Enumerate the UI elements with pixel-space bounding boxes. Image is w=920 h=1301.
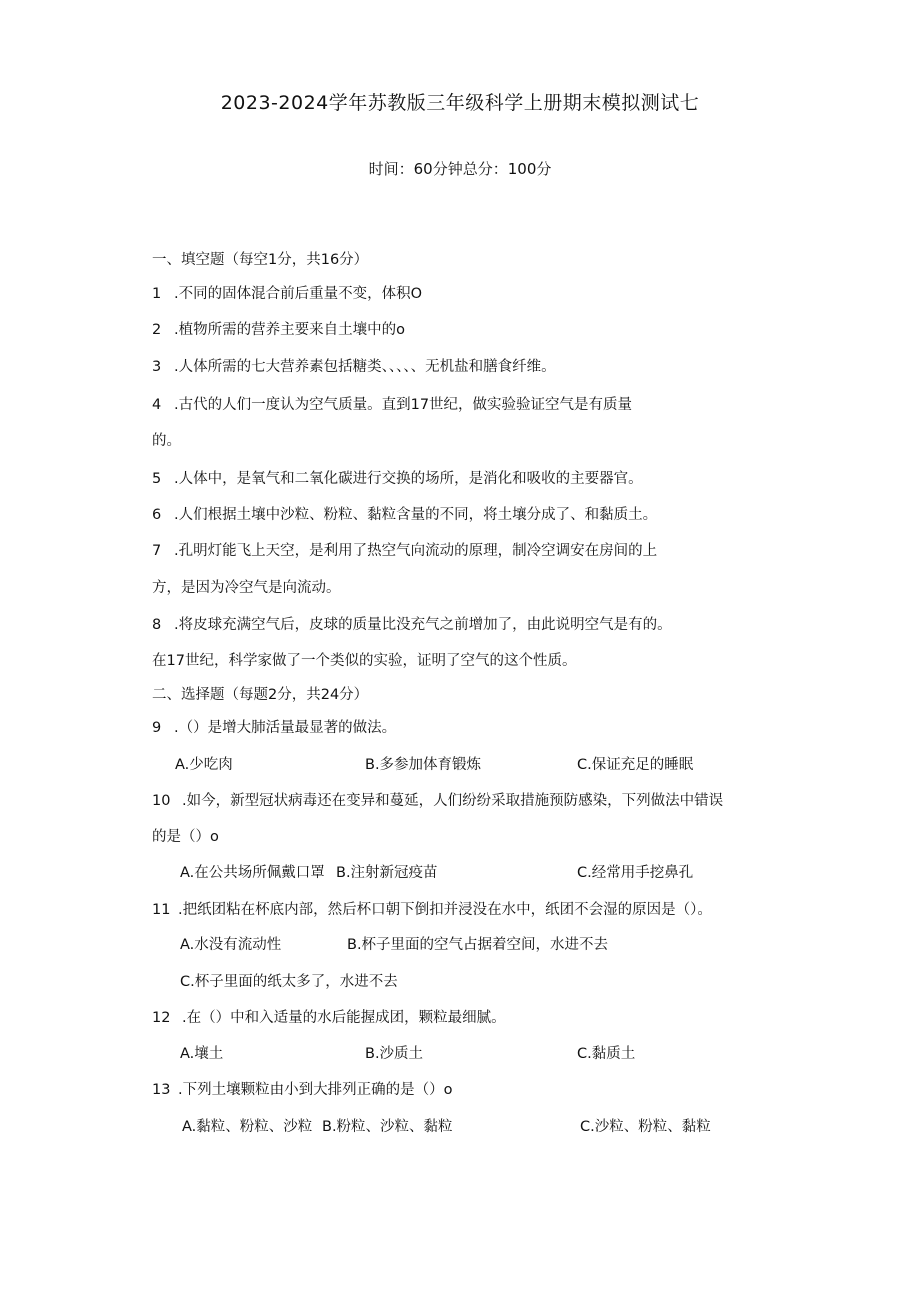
question-number: 12 <box>152 1010 171 1026</box>
q9-option-b: B.多参加体育锻炼 <box>365 757 482 773</box>
question-number: 2 <box>152 322 162 338</box>
section-heading-fill-blank: 一、填空题（每空1分，共16分） <box>152 252 369 268</box>
q13-option-b: B.粉粒、沙粒、黏粒 <box>322 1119 453 1135</box>
section-heading-multiple-choice: 二、选择题（每题2分，共24分） <box>152 687 369 703</box>
question-3 <box>152 357 556 377</box>
question-8-continuation: 在17世纪，科学家做了一个类似的实验，证明了空气的这个性质。 <box>152 653 577 669</box>
question-text: .孔明灯能飞上天空，是利用了热空气向流动的原理，制冷空调安在房间的上 <box>174 543 658 559</box>
q9-option-c: C.保证充足的睡眠 <box>577 757 694 773</box>
question-number: 13 <box>152 1082 171 1098</box>
question-text: .将皮球充满空气后，皮球的质量比没充气之前增加了，由此说明空气是有的。 <box>174 617 672 633</box>
q10-option-a: A.在公共场所佩戴口罩 <box>180 865 325 881</box>
page-title: 2023-2024学年苏教版三年级科学上册期末模拟测试七 <box>220 92 700 114</box>
question-number: 3 <box>152 359 162 375</box>
question-8 <box>152 615 672 635</box>
q12-option-c: C.黏质土 <box>577 1046 636 1062</box>
question-text: .人体中，是氧气和二氧化碳进行交换的场所，是消化和吸收的主要器官。 <box>174 471 643 487</box>
question-6 <box>152 505 657 525</box>
question-1 <box>152 284 422 304</box>
question-number: 7 <box>152 543 162 559</box>
question-12 <box>152 1008 506 1028</box>
q13-option-a: A.黏粒、粉粒、沙粒 <box>182 1119 313 1135</box>
q10-option-b: B.注射新冠疫苗 <box>336 865 438 881</box>
question-number: 9 <box>152 720 162 736</box>
question-text: .不同的固体混合前后重量不变，体积O <box>174 286 423 302</box>
question-text: .把纸团粘在杯底内部，然后杯口朝下倒扣并浸没在水中，纸团不会湿的原因是（）。 <box>178 902 712 918</box>
question-13 <box>152 1080 452 1100</box>
question-number: 4 <box>152 397 162 413</box>
question-text: .在（）中和入适量的水后能握成团，颗粒最细腻。 <box>182 1010 506 1026</box>
q9-option-a: A.少吃肉 <box>175 757 233 773</box>
question-11 <box>152 900 712 920</box>
question-text: .（）是增大肺活量最显著的做法。 <box>174 720 397 736</box>
q12-option-a: A.壤土 <box>180 1046 224 1062</box>
question-10-continuation: 的是（）o <box>152 829 219 845</box>
question-text: .如今，新型冠状病毒还在变异和蔓延，人们纷纷采取措施预防感染，下列做法中错误 <box>182 793 724 809</box>
question-number: 11 <box>152 902 171 918</box>
question-number: 5 <box>152 471 162 487</box>
question-number: 6 <box>152 507 162 523</box>
question-2 <box>152 320 405 340</box>
question-text: .古代的人们一度认为空气质量。直到17世纪，做实验验证空气是有质量 <box>174 397 633 413</box>
q10-option-c: C.经常用手挖鼻孔 <box>577 865 694 881</box>
question-10 <box>152 791 723 811</box>
q13-option-c: C.沙粒、粉粒、黏粒 <box>580 1119 711 1135</box>
question-number: 8 <box>152 617 162 633</box>
question-4-continuation: 的。 <box>152 433 181 449</box>
question-9 <box>152 718 396 738</box>
question-text: .下列土壤颗粒由小到大排列正确的是（）o <box>178 1082 453 1098</box>
question-text: .植物所需的营养主要来自土壤中的o <box>174 322 405 338</box>
exam-time-score: 时间：60分钟总分：100分 <box>368 160 552 178</box>
q11-option-a: A.水没有流动性 <box>180 937 282 953</box>
question-number: 10 <box>152 793 171 809</box>
q11-option-c: C.杯子里面的纸太多了，水进不去 <box>180 974 398 990</box>
question-5 <box>152 469 643 489</box>
q12-option-b: B.沙质土 <box>365 1046 424 1062</box>
question-text: .人们根据土壤中沙粒、粉粒、黏粒含量的不同，将土壤分成了、和黏质土。 <box>174 507 658 523</box>
question-7 <box>152 541 657 561</box>
question-text: .人体所需的七大营养素包括糖类、、、、、无机盐和膳食纤维。 <box>174 359 556 375</box>
q11-option-b: B.杯子里面的空气占据着空间，水进不去 <box>347 937 609 953</box>
question-number: 1 <box>152 286 162 302</box>
question-4 <box>152 395 632 415</box>
question-7-continuation: 方，是因为冷空气是向流动。 <box>152 580 341 596</box>
